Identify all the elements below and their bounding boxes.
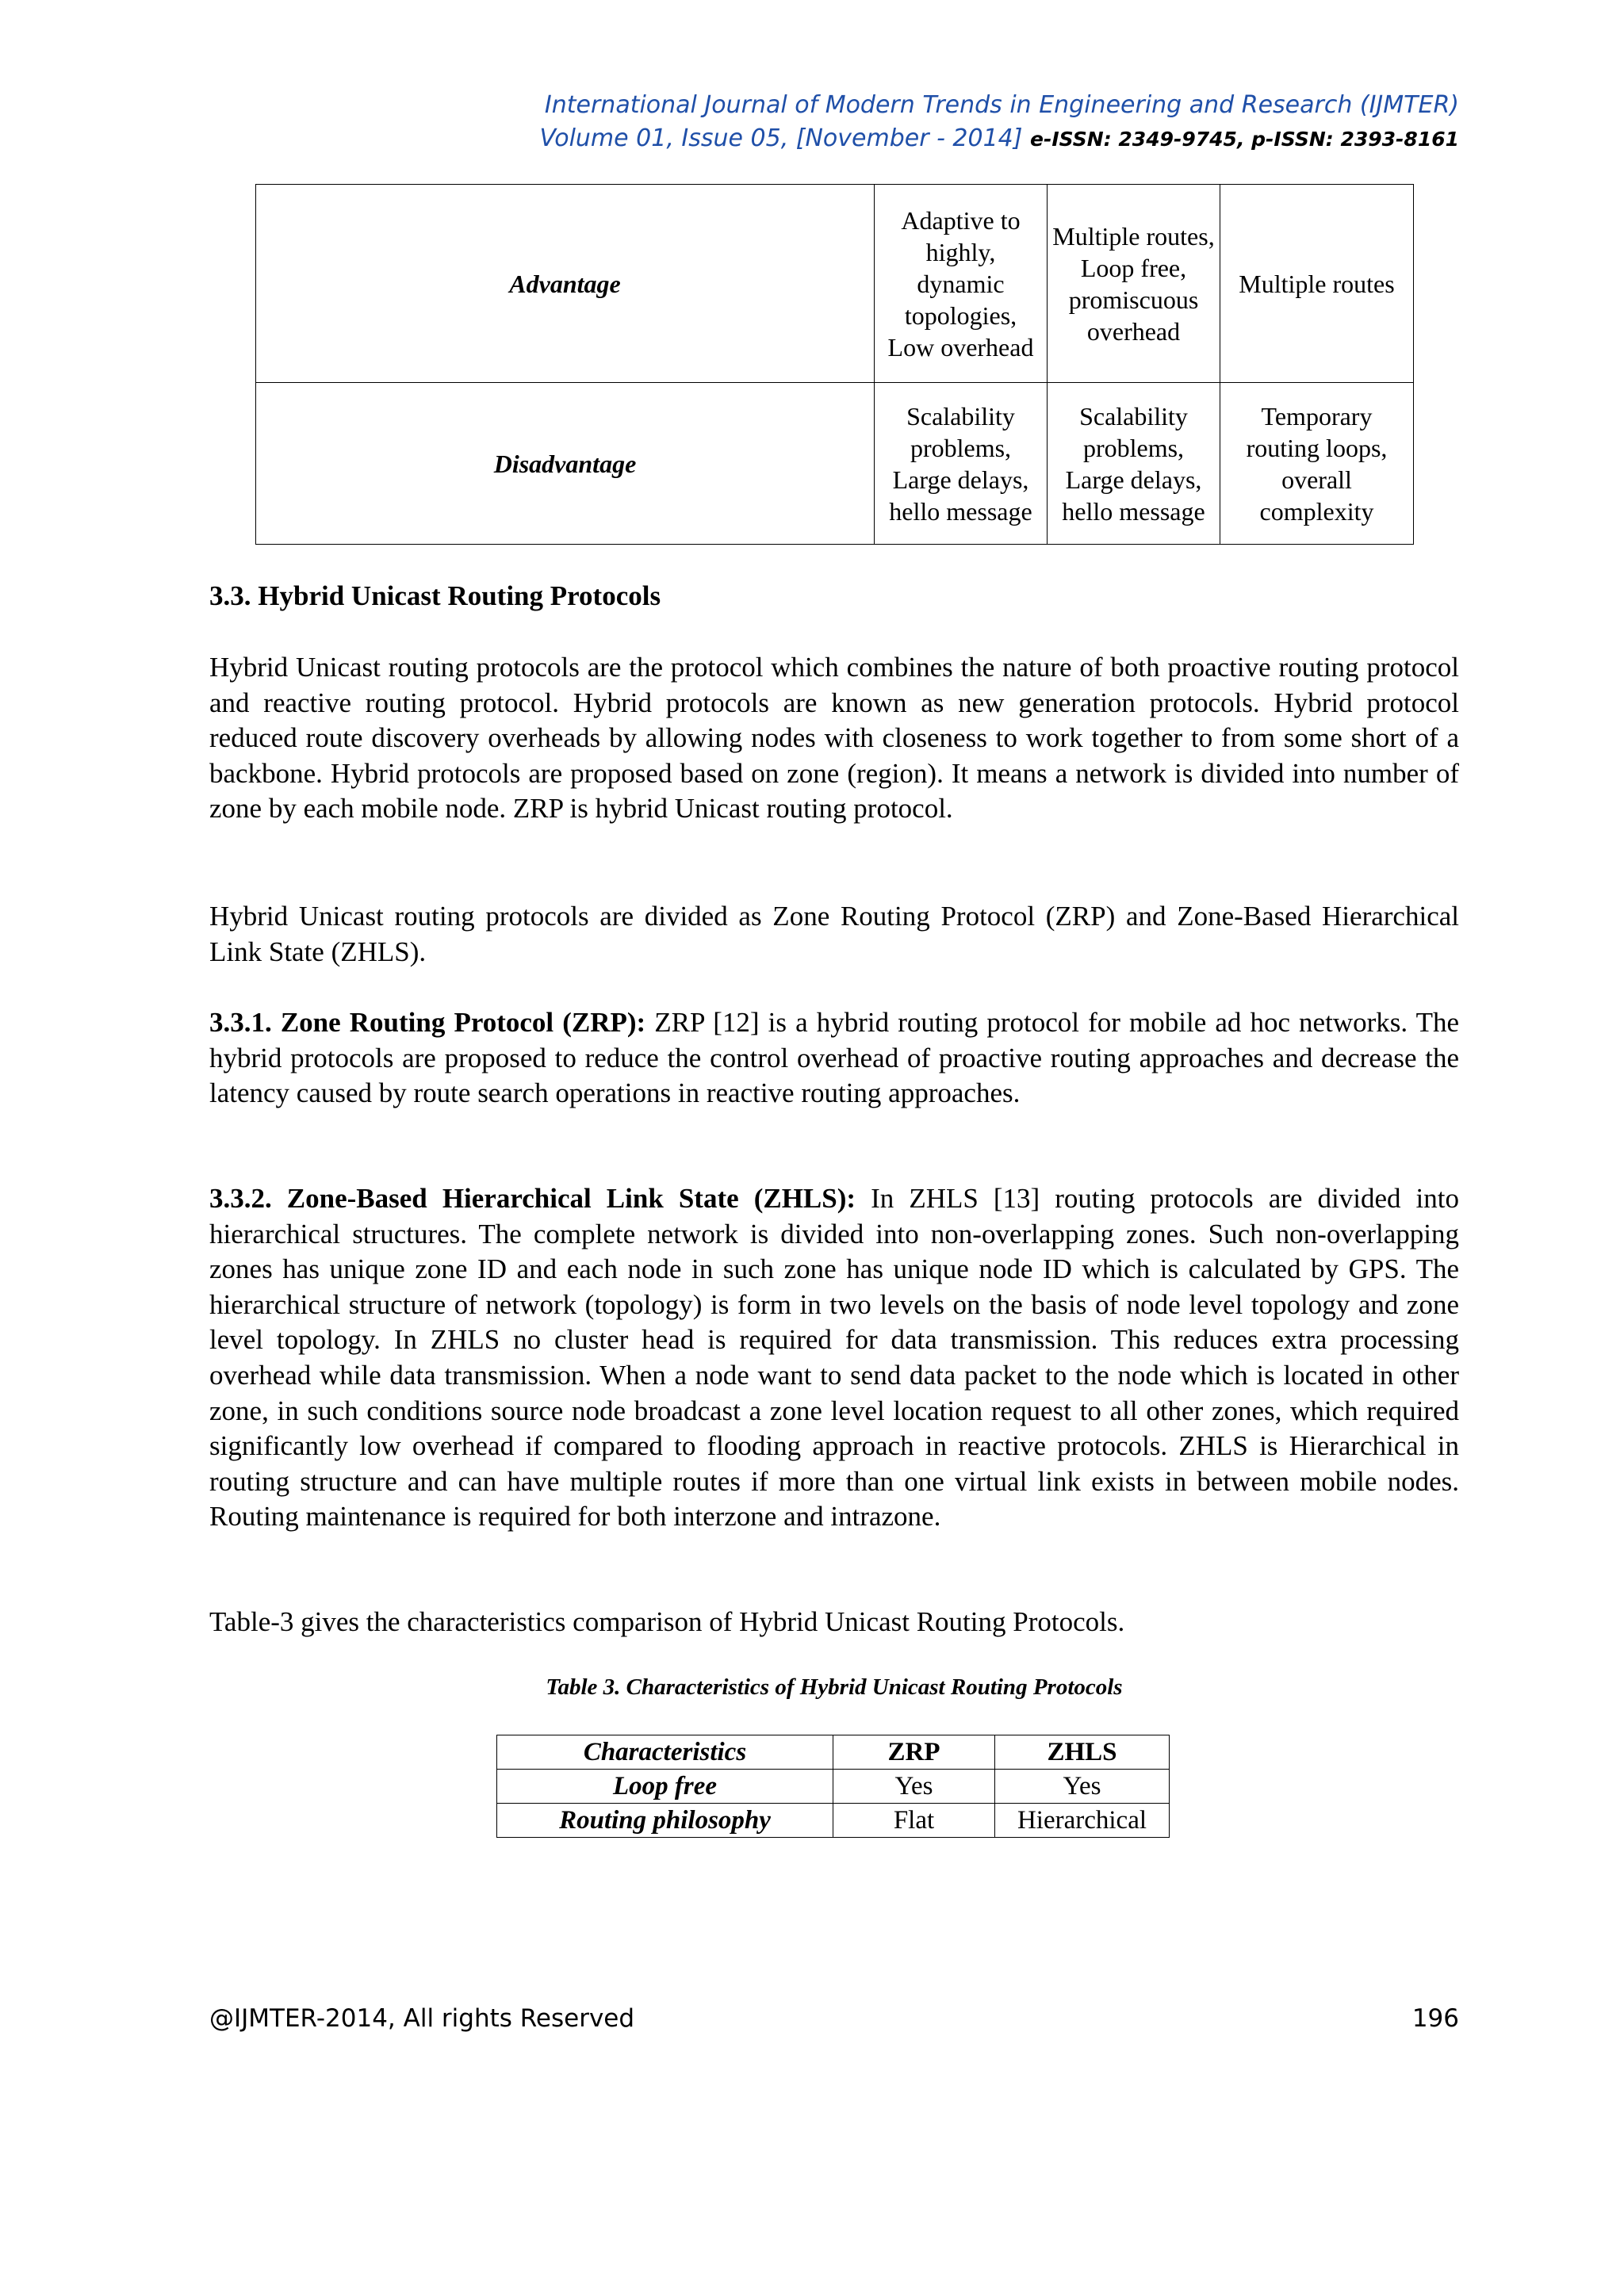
column-header: ZHLS <box>995 1735 1170 1770</box>
table-3 <box>496 1735 1170 1838</box>
page-number: 196 <box>1411 2004 1459 2033</box>
column-header: ZRP <box>833 1735 995 1770</box>
paragraph-zhls <box>209 1181 1459 1535</box>
row-label: Routing philosophy <box>497 1804 833 1838</box>
paragraph-intro: Hybrid Unicast routing protocols are the protocol which combines the nature of both proactive routing protocol and reactive routing protocol. Hybrid protocols are known as new generation protocols. Hybrid protocol reduced route discovery overheads by allowing nodes with closeness to work together to from some short of a backbone. Hybrid protocols are proposed based on zone (region). It means a network is divided into number of zone by each mobile node. ZRP is hybrid Unicast routing protocol. <box>209 652 1459 825</box>
journal-volume: Volume 01, Issue 05, [November - 2014] <box>539 124 1023 152</box>
row-label: Loop free <box>497 1770 833 1804</box>
row-label-advantage: Advantage <box>256 185 875 383</box>
table-header-row <box>497 1735 1170 1770</box>
journal-header <box>0 89 1459 156</box>
section-heading: 3.3. Hybrid Unicast Routing Protocols <box>209 580 661 611</box>
row-label-disadvantage: Disadvantage <box>256 383 875 545</box>
page-footer <box>209 2004 1459 2033</box>
table-cell: Yes <box>995 1770 1170 1804</box>
journal-title: International Journal of Modern Trends in Engineering and Research (IJMTER) <box>544 91 1459 119</box>
table-cell: Multiple routes, Loop free, promiscuous overhead <box>1048 185 1220 383</box>
table-cell: Scalability problems, Large delays, hello message <box>1048 383 1220 545</box>
table-cell: Scalability problems, Large delays, hello message <box>875 383 1048 545</box>
paragraph-divided: Hybrid Unicast routing protocols are divided as Zone Routing Protocol (ZRP) and Zone-Based Hierarchical Link State (ZHLS). <box>209 901 1459 967</box>
zrp-heading: 3.3.1. Zone Routing Protocol (ZRP): <box>209 1007 646 1038</box>
table-cell: Adaptive to highly, dynamic topologies, Low overhead <box>875 185 1048 383</box>
paragraph-zrp <box>209 1005 1459 1112</box>
table-row <box>497 1804 1170 1838</box>
journal-volume-line <box>0 122 1459 156</box>
paragraph-table-intro: Table-3 gives the characteristics comparison of Hybrid Unicast Routing Protocols. <box>209 1606 1125 1637</box>
table-2-continuation <box>255 184 1414 545</box>
zrp-text: ZRP [12] is a hybrid routing protocol for mobile ad hoc networks. The hybrid protocols are proposed to reduce the control overhead of proactive routing approaches and decrease the latency caused by route search operations in reactive routing approaches. <box>209 1007 1459 1109</box>
zhls-heading: 3.3.2. Zone-Based Hierarchical Link State (ZHLS): <box>209 1183 856 1214</box>
table-row-advantage <box>256 185 1414 383</box>
zhls-text: In ZHLS [13] routing protocols are divided into hierarchical structures. The complete network is divided into non-overlapping zones. Such non-overlapping zones has unique zone ID and each node in such zone has unique node ID which is calculated by GPS. The hierarchical structure of network (topology) is form in two levels on the basis of node level topology and zone level topology. In ZHLS no cluster head is required for data transmission. This reduces extra processing overhead while data transmission. When a node want to send data packet to the node which is located in other zone, in such conditions source node broadcast a zone level location request to all other zones, which required significantly low overhead if compared to flooding approach in reactive protocols. ZHLS is Hierarchical in routing structure and can have multiple routes if more than one virtual link exists in between mobile nodes. Routing maintenance is required for both interzone and intrazone. <box>209 1183 1459 1533</box>
table-cell: Yes <box>833 1770 995 1804</box>
footer-copyright: @IJMTER-2014, All rights Reserved <box>209 2004 635 2033</box>
journal-issn: e-ISSN: 2349-9745, p-ISSN: 2393-8161 <box>1030 128 1459 151</box>
table-cell: Temporary routing loops, overall complexity <box>1220 383 1414 545</box>
table-cell: Hierarchical <box>995 1804 1170 1838</box>
table-cell: Flat <box>833 1804 995 1838</box>
table-cell: Multiple routes <box>1220 185 1414 383</box>
column-header: Characteristics <box>497 1735 833 1770</box>
table-row-disadvantage <box>256 383 1414 545</box>
table-3-caption: Table 3. Characteristics of Hybrid Unicast Routing Protocols <box>546 1674 1123 1700</box>
table-row <box>497 1770 1170 1804</box>
